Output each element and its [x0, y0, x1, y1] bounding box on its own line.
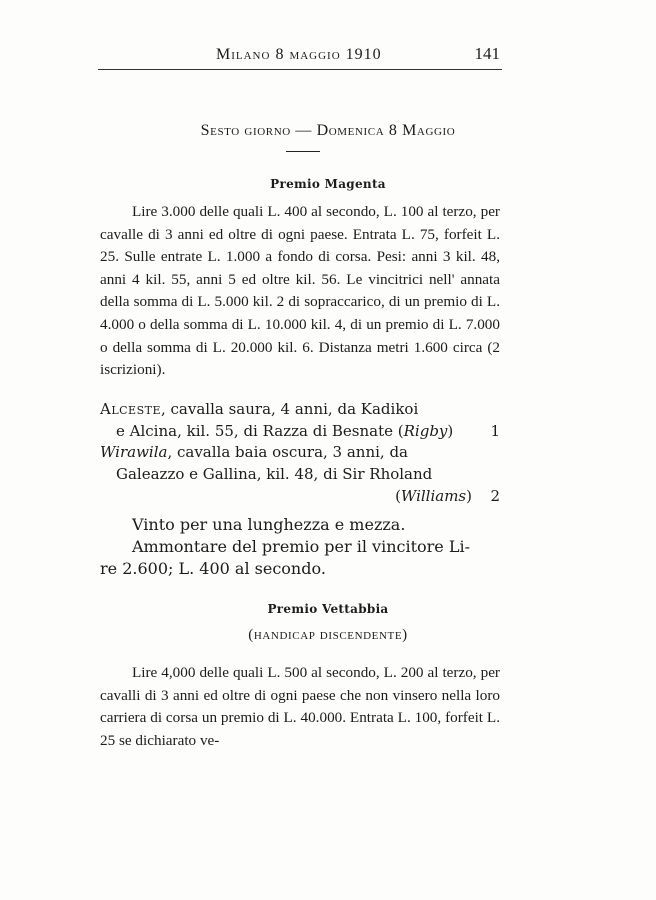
race-subtitle-vettabbia: (handicap discendente): [248, 627, 408, 643]
entry-line: [100, 485, 500, 507]
jockey-name: Williams: [400, 487, 467, 505]
result-line: Vinto per una lunghezza e mezza.: [132, 515, 406, 534]
race-conditions-vettabbia: Lire 4,000 delle quali L. 500 al secondo, L. 200 al terzo, per cavalli di 3 anni ed oltre di ogni paese che non vinsero nella loro carriera di corsa un premio di L. 40.000. Entrata L. 100, forfeit L. 25 se dichiarato ve-: [100, 664, 500, 749]
entry-line: [100, 441, 500, 463]
finish-place: 2: [490, 487, 500, 505]
race-conditions-magenta: Lire 3.000 delle quali L. 400 al secondo, L. 100 al terzo, per cavalle di 3 anni ed oltre di ogni paese. Entrata L. 75, forfeit L. 25. Sulle entrate L. 1.000 a fondo di corsa. Pesi: anni 3 kil. 48, anni 4 kil. 55, anni 5 ed oltre kil. 56. Le vincitrici nell' annata della somma di L. 5.000 kil. 2 di sopraccarico, di un premio di L. 4.000 o della somma di L. 10.000 kil. 4, di un premio di L. 7.000 o della somma di L. 20.000 kil. 6. Distanza metri 1.600 circa (2 iscrizioni).: [100, 203, 500, 379]
closing-paren: ): [447, 422, 454, 440]
section-divider: [286, 151, 320, 152]
opening-paren: (: [395, 487, 401, 505]
result-line: Ammontare del premio per il vincitore Li-: [132, 537, 471, 556]
race-title-magenta: Premio Magenta: [270, 177, 386, 191]
race-title-vettabbia: Premio Vettabbia: [267, 602, 389, 616]
entry-owner: e Alcina, kil. 55, di Razza di Besnate (: [116, 422, 404, 440]
page-number: 141: [474, 44, 500, 63]
race-result-magenta: [100, 514, 500, 580]
finish-place: 1: [490, 422, 500, 440]
running-head-title: Milano 8 maggio 1910: [216, 46, 382, 63]
section-heading: Sesto giorno — Domenica 8 Maggio: [200, 122, 456, 139]
jockey-name: Rigby: [403, 422, 448, 440]
horse-name: Wirawila: [100, 443, 168, 461]
entry-line: [100, 398, 500, 420]
result-line: re 2.600; L. 400 al secondo.: [100, 559, 326, 578]
horse-name: Alceste: [100, 400, 161, 418]
entry-line: [100, 420, 500, 442]
running-head: [98, 42, 502, 70]
entry-wirawila: [100, 441, 500, 507]
entry-description: , cavalla saura, 4 anni, da Kadikoi: [161, 400, 419, 418]
entry-alceste: [100, 398, 500, 442]
entry-description: , cavalla baia oscura, 3 anni, da: [167, 443, 409, 461]
entry-owner: Galeazzo e Gallina, kil. 48, di Sir Rholand: [116, 465, 433, 483]
entry-line: [100, 463, 500, 485]
closing-paren: ): [466, 487, 472, 505]
header-rule: [98, 69, 502, 70]
